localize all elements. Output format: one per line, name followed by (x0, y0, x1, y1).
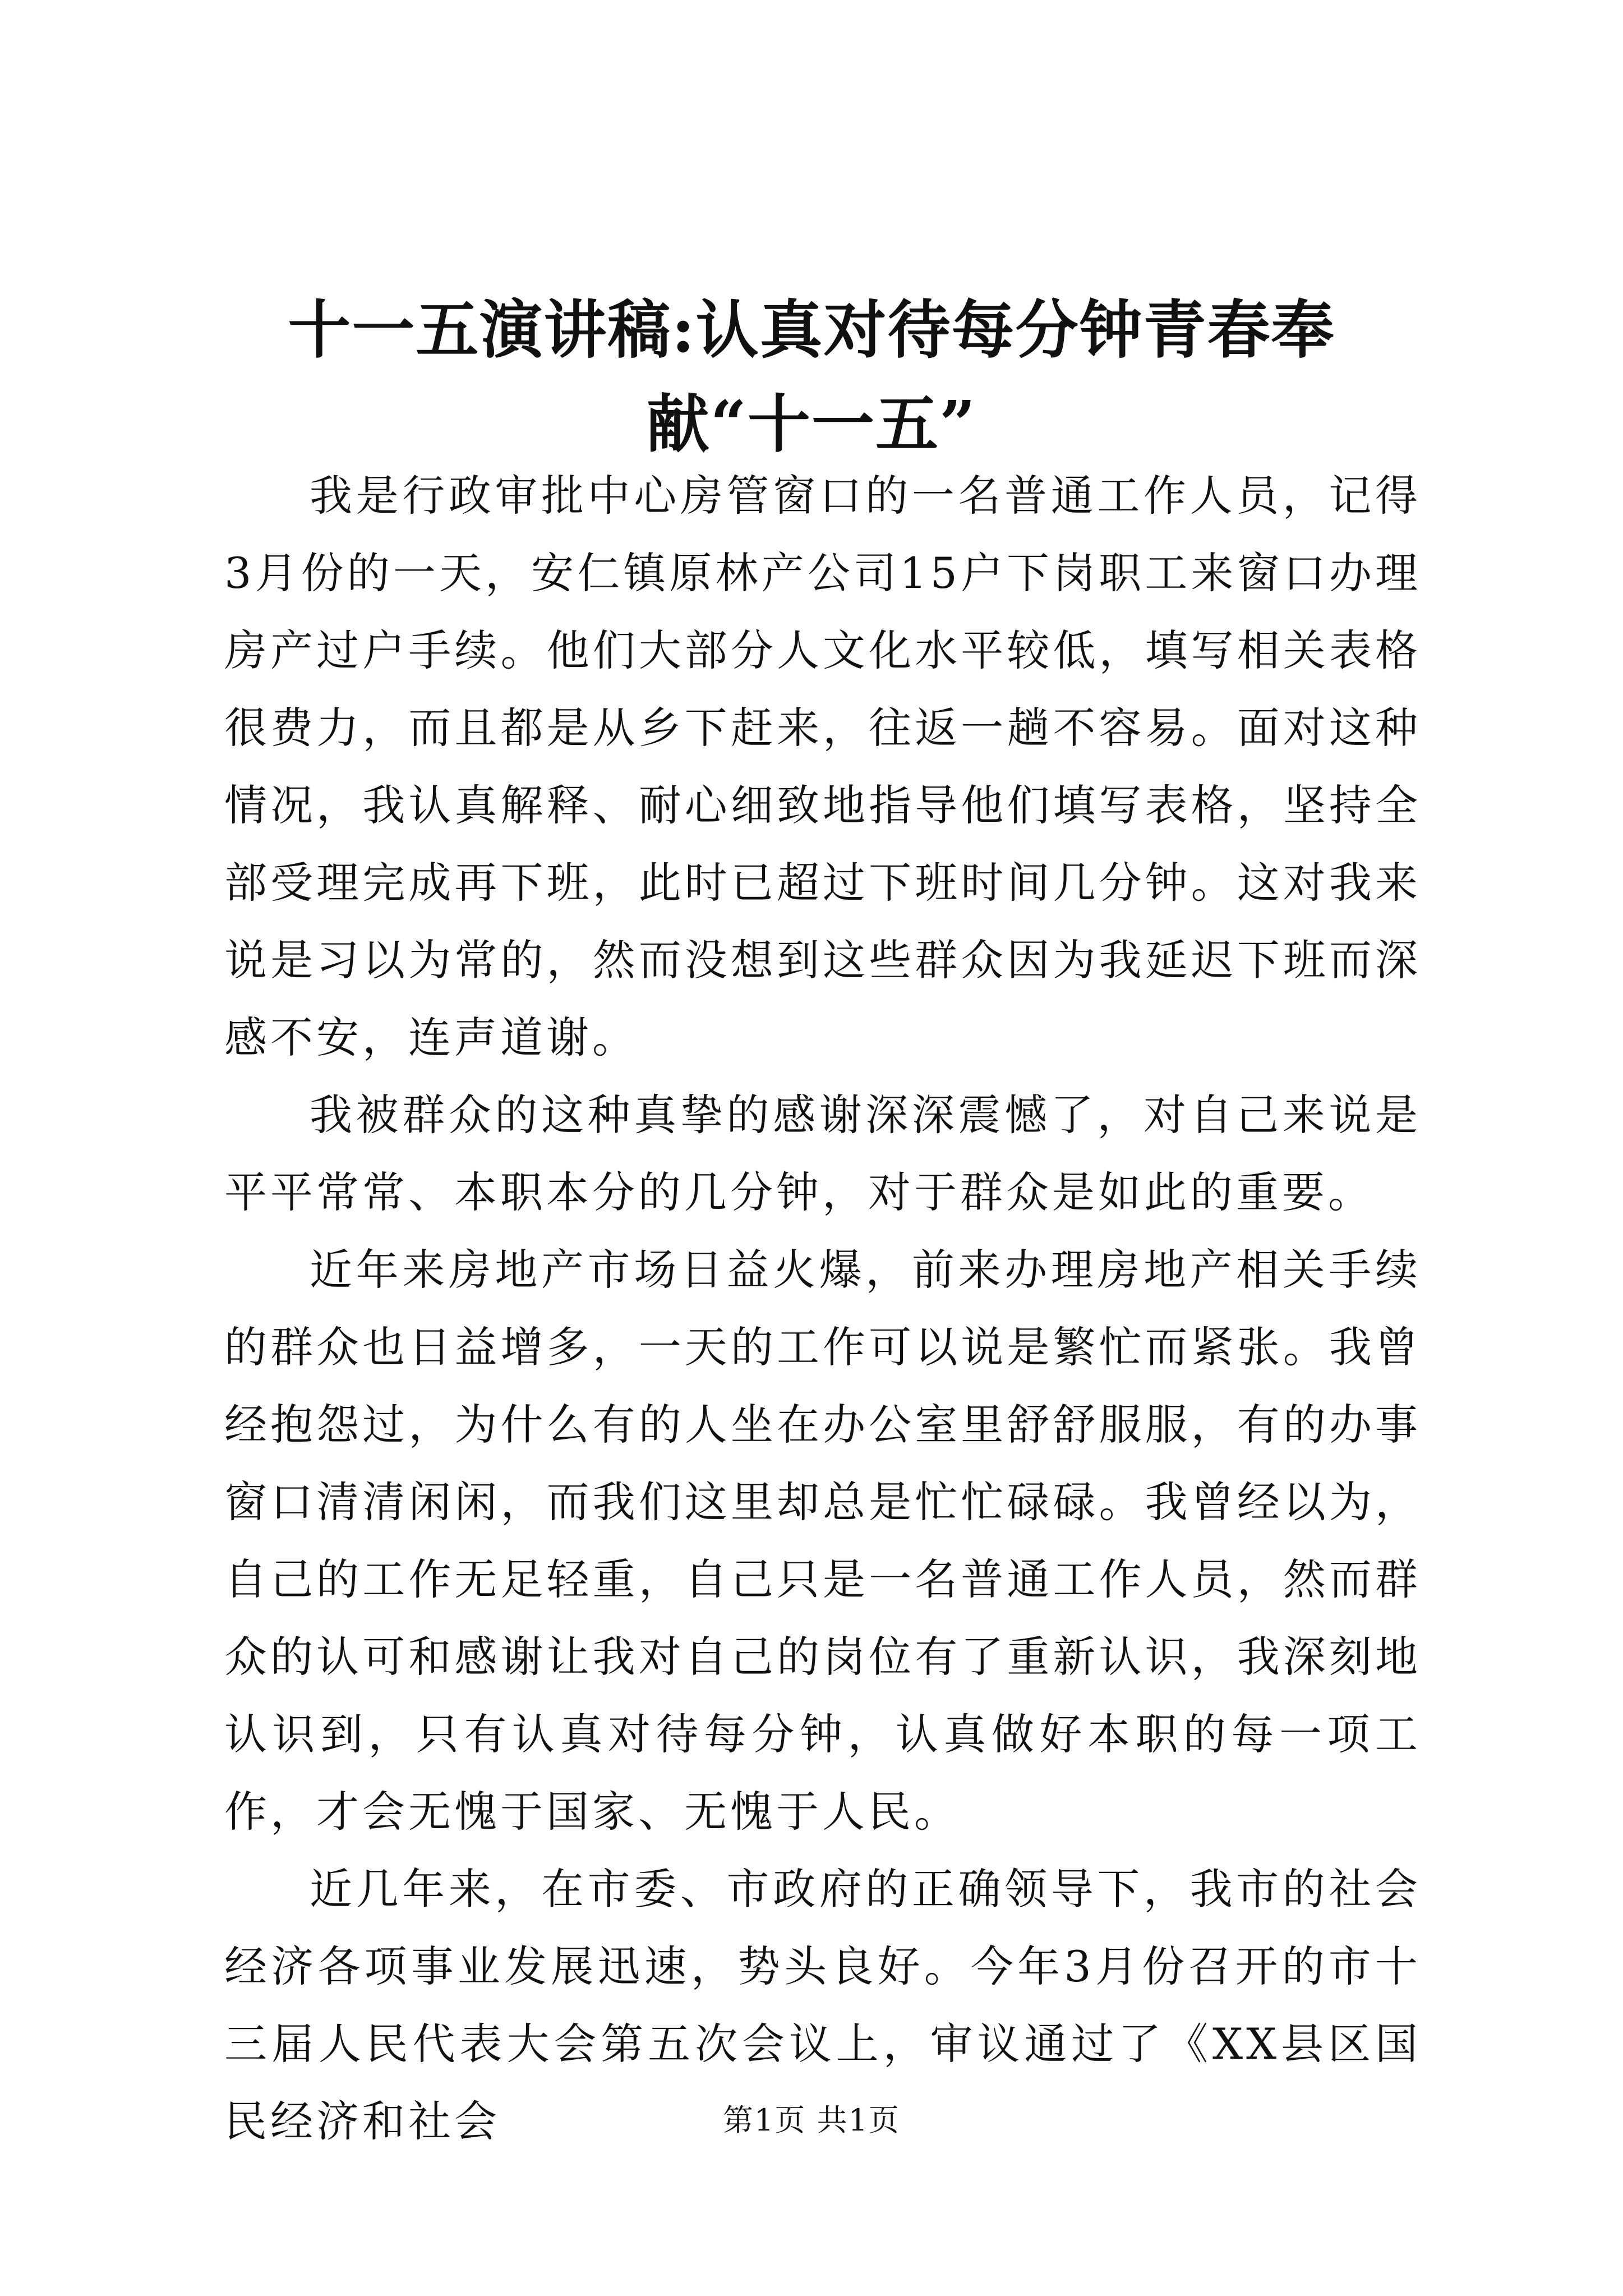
paragraph: 近几年来，在市委、市政府的正确领导下，我市的社会经济各项事业发展迅速，势头良好。今年3月份召开的市十三届人民代表大会第五次会议上，审议通过了《XX县区国民经济和社会 (224, 1864, 1421, 2146)
page-footer: 第1页 共1页 (723, 2102, 900, 2138)
document-title: 十一五演讲稿:认真对待每分钟青春奉献“十一五” (288, 293, 1335, 461)
document-body (224, 457, 1421, 2160)
paragraph: 近年来房地产市场日益火爆，前来办理房地产相关手续的群众也日益增多，一天的工作可以说是繁忙而紧张。我曾经抱怨过，为什么有的人坐在办公室里舒舒服服，有的办事窗口清清闲闲，而我们这里却总是忙忙碌碌。我曾经以为，自己的工作无足轻重，自己只是一名普通工作人员，然而群众的认可和感谢让我对自己的岗位有了重新认识，我深刻地认识到，只有认真对待每分钟，认真做好本职的每一项工作，才会无愧于国家、无愧于人民。 (224, 1245, 1421, 1837)
paragraph: 我是行政审批中心房管窗口的一名普通工作人员，记得3月份的一天，安仁镇原林产公司15户下岗职工来窗口办理房产过户手续。他们大部分人文化水平较低，填写相关表格很费力，而且都是从乡下赶来，往返一趟不容易。面对这种情况，我认真解释、耐心细致地指导他们填写表格，坚持全部受理完成再下班，此时已超过下班时间几分钟。这对我来说是习以为常的，然而没想到这些群众因为我延迟下班而深感不安，连声道谢。 (224, 471, 1421, 1062)
paragraph: 我被群众的这种真挚的感谢深深震憾了，对自己来说是平平常常、本职本分的几分钟，对于群众是如此的重要。 (224, 1090, 1421, 1217)
